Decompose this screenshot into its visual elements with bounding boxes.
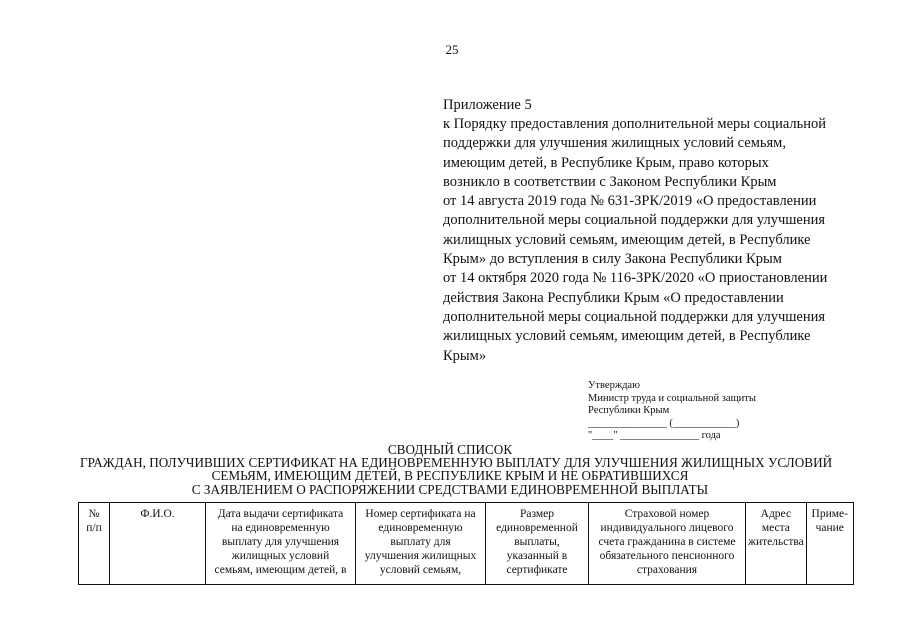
header-line: выплату для улучшения — [221, 536, 340, 548]
minister-title: Министр труда и социальной защиты — [588, 392, 756, 404]
header-cell-address — [746, 503, 807, 585]
header-line: Ф.И.О. — [140, 508, 175, 520]
heading-subtitle-line: СЕМЬЯМ, ИМЕЮЩИМ ДЕТЕЙ, В РЕСПУБЛИКЕ КРЫМ И НЕ ОБРАТИВШИХСЯ — [211, 468, 689, 484]
appendix-line: поддержки для улучшения жилищных условий семьям, — [443, 135, 786, 152]
summary-table — [78, 502, 854, 585]
appendix-line: возникло в соответствии с Законом Республики Крым — [443, 173, 777, 190]
header-line: места — [761, 522, 790, 534]
heading-subtitle-line: С ЗАЯВЛЕНИЕМ О РАСПОРЯЖЕНИИ СРЕДСТВАМИ ЕДИНОВРЕМЕННОЙ ВЫПЛАТЫ — [191, 481, 709, 497]
appendix-line: к Порядку предоставления дополнительной меры социальной — [443, 116, 827, 132]
header-line: выплаты, — [514, 536, 560, 548]
signature-line: _______________ (____________) — [588, 417, 740, 429]
header-line: Номер сертификата на — [365, 508, 476, 520]
header-cell-certificate-number — [356, 503, 486, 585]
appendix-title: Приложение 5 — [443, 97, 532, 113]
header-line: выплату для — [390, 536, 451, 548]
header-cell-note — [806, 503, 853, 585]
header-line: № — [88, 508, 100, 520]
header-cell-fio — [110, 503, 206, 585]
header-line: Страховой номер — [624, 508, 710, 520]
header-line: указанный в — [506, 550, 568, 562]
header-cell-insurance-number — [589, 503, 746, 585]
header-line: единовременной — [496, 522, 578, 534]
appendix-line: имеющим детей, в Республике Крым, право которых — [443, 154, 769, 171]
appendix-block — [443, 96, 863, 366]
approve-label: Утверждаю — [588, 380, 640, 391]
header-line: п/п — [86, 522, 102, 534]
approval-block — [588, 380, 888, 443]
header-cell-certificate-date — [206, 503, 356, 585]
header-line: счета гражданина в системе — [598, 536, 736, 548]
page-number: 25 — [445, 42, 459, 57]
heading-subtitle-line: ГРАЖДАН, ПОЛУЧИВШИХ СЕРТИФИКАТ НА ЕДИНОВРЕМЕННУЮ ВЫПЛАТУ ДЛЯ УЛУЧШЕНИЯ ЖИЛИЩНЫХ УСЛОВИЙ — [80, 455, 833, 471]
appendix-line: жилищных условий семьям, имеющим детей, в Республике — [443, 328, 811, 345]
minister-title-continued: Республики Крым — [588, 405, 670, 416]
header-line: жилищных условий — [231, 550, 330, 562]
header-line: Адрес — [760, 508, 792, 520]
header-line: условий семьям, — [379, 564, 462, 576]
appendix-line: дополнительной меры социальной поддержки для улучшения — [443, 212, 826, 229]
header-cell-number — [79, 503, 110, 585]
table-header-row — [79, 503, 854, 585]
header-line: единовременную — [378, 522, 463, 534]
appendix-line: от 14 октября 2020 года № 116-ЗРК/2020 «О приостановлении — [443, 270, 828, 287]
header-line: сертификате — [506, 564, 568, 576]
header-line: Приме- — [811, 508, 848, 520]
appendix-line: дополнительной меры социальной поддержки для улучшения — [443, 308, 826, 325]
appendix-line: действия Закона Республики Крым «О предоставлении — [443, 289, 784, 306]
header-line: обязательного пенсионного — [599, 550, 735, 562]
appendix-line: жилищных условий семьям, имеющим детей, в Республике — [443, 231, 811, 248]
heading-title: СВОДНЫЙ СПИСОК — [387, 442, 513, 457]
header-line: чание — [815, 522, 844, 534]
appendix-line: от 14 августа 2019 года № 631-ЗРК/2019 «О предоставлении — [443, 193, 817, 210]
header-line: жительства — [748, 536, 804, 548]
header-cell-payment-amount — [486, 503, 589, 585]
header-line: на единовременную — [231, 522, 330, 534]
date-line: "____" _______________ года — [588, 430, 721, 441]
header-line: Размер — [519, 508, 554, 520]
header-line: улучшения жилищных — [364, 550, 477, 562]
appendix-line: Крым» — [443, 347, 487, 364]
document-heading — [80, 442, 833, 497]
header-line: страхования — [636, 564, 698, 576]
appendix-line: Крым» до вступления в силу Закона Республики Крым — [443, 251, 782, 268]
header-line: семьям, имеющим детей, в — [214, 564, 347, 576]
header-line: Дата выдачи сертификата — [217, 508, 344, 520]
header-line: индивидуального лицевого — [600, 522, 734, 534]
